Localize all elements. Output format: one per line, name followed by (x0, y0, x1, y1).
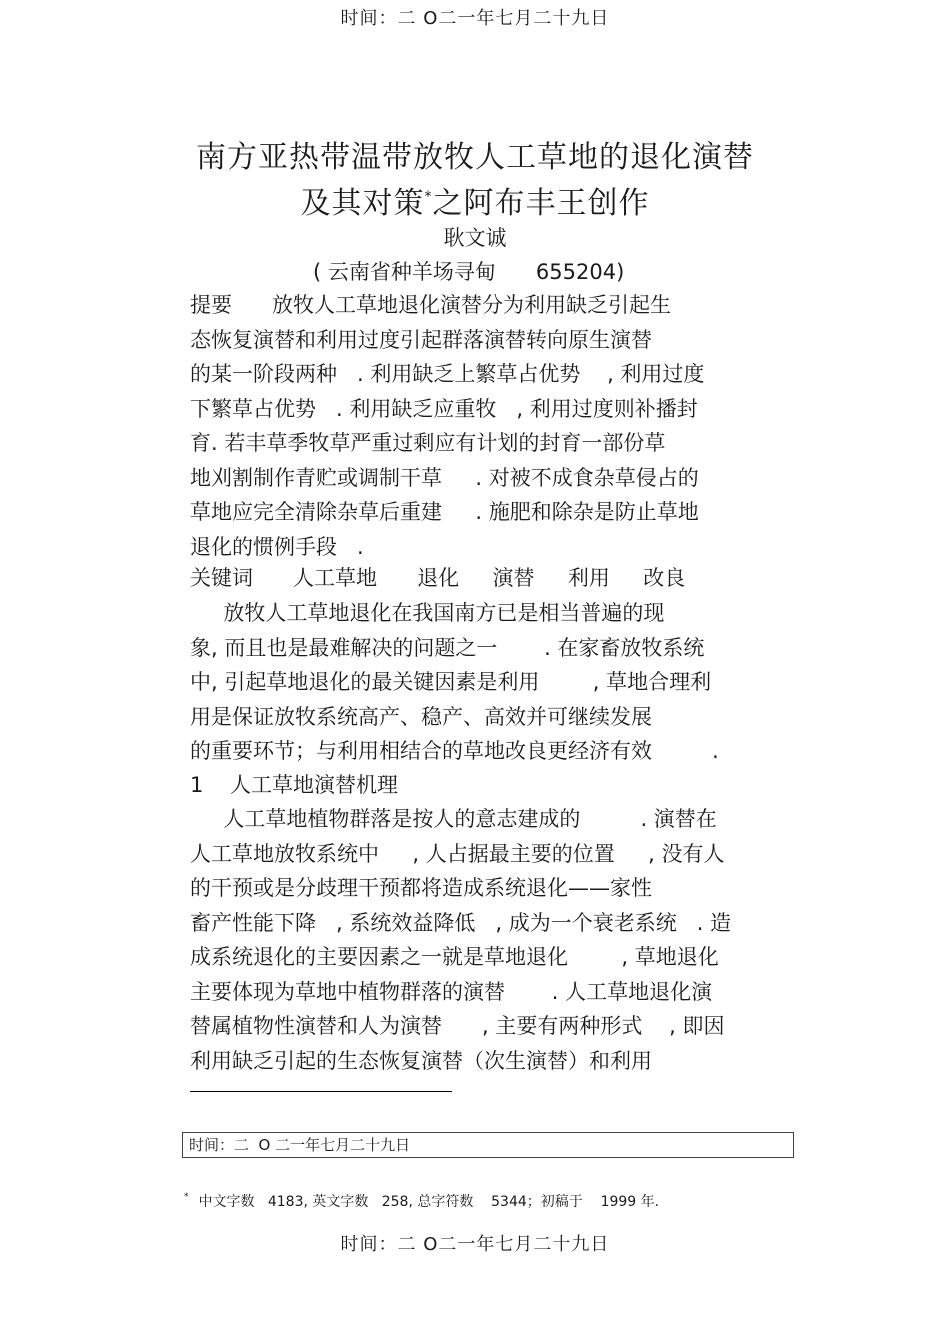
footnote-marker: * (424, 189, 433, 205)
abstract (190, 288, 790, 564)
abstract-line: 育. 若丰草季牧草严重过剩应有计划的封育一部份草 (190, 431, 666, 455)
header-date: 时间：二 O二一年七月二十九日 (340, 8, 610, 29)
title-line-2-suffix: 之阿布丰王创作 (432, 186, 650, 221)
footnote (184, 1191, 659, 1211)
footnote-text: 中文字数 4183, 英文字数 258, 总字符数 5344；初稿于 1999 年. (198, 1194, 660, 1210)
footnote-mark: * (184, 1192, 189, 1202)
title-line-1: 南方亚热带温带放牧人工草地的退化演替 (196, 140, 754, 175)
keywords-line: 关键词 人工草地 退化 演替 利用 改良 (190, 566, 686, 590)
section-1-line: 替属植物性演替和人为演替 , 主要有两种形式 , 即因 (190, 1014, 725, 1038)
section-1-line: 成系统退化的主要因素之一就是草地退化 , 草地退化 (190, 945, 719, 969)
date-box: 时间：二 O 二一年七月二十九日 (182, 1132, 794, 1158)
intro-line: 放牧人工草地退化在我国南方已是相当普遍的现 (190, 601, 665, 625)
abstract-line: 退化的惯例手段 . (190, 534, 364, 559)
section-1-line: 利用缺乏引起的生态恢复演替（次生演替）和利用 (190, 1048, 652, 1073)
abstract-line: 地刈割制作青贮或调制干草 . 对被不成食杂草侵占的 (190, 465, 699, 490)
abstract-line: 草地应完全清除杂草后重建 . 施肥和除杂是防止草地 (190, 500, 699, 524)
intro-line: 象, 而且也是最难解决的问题之一 . 在家畜放牧系统 (190, 635, 705, 660)
intro-line: 用是保证放牧系统高产、稳产、高效并可继续发展 (190, 704, 652, 729)
section-1-line: 畜产性能下降 , 系统效益降低 , 成为一个衰老系统 . 造 (190, 910, 732, 935)
section-1-heading (190, 768, 790, 803)
intro-paragraph (190, 596, 790, 769)
abstract-line: 下繁草占优势 . 利用缺乏应重牧 , 利用过度则补播封 (190, 396, 698, 421)
author: 耿文诚 (443, 226, 507, 250)
intro-line: 中, 引起草地退化的最关键因素是利用 , 草地合理利 (190, 670, 712, 694)
section-1-line: 人工草地放牧系统中 , 人占据最主要的位置 , 没有人 (190, 841, 725, 866)
abstract-line: 提要 放牧人工草地退化演替分为利用缺乏引起生 (190, 293, 672, 317)
keywords (190, 561, 790, 596)
intro-line: 的重要环节；与利用相结合的草地改良更经济有效 . (190, 739, 719, 763)
abstract-line: 态恢复演替和利用过度引起群落演替转向原生演替 (190, 327, 652, 352)
title-line-2-main: 及其对策 (300, 186, 425, 221)
abstract-line: 的某一阶段两种 . 利用缺乏上繁草占优势 , 利用过度 (190, 362, 705, 386)
affiliation: ( 云南省种羊场寻甸 655204) (313, 260, 625, 284)
section-heading: 1 人工草地演替机理 (190, 773, 399, 797)
title-line-2 (0, 172, 950, 229)
section-1-line: 人工草地植物群落是按人的意志建成的 . 演替在 (190, 807, 717, 831)
section-1-line: 主要体现为草地中植物群落的演替 . 人工草地退化演 (190, 979, 713, 1004)
footer-date: 时间：二 O二一年七月二十九日 (340, 1234, 610, 1255)
footnote-divider (190, 1091, 452, 1092)
section-1-paragraph (190, 802, 790, 1078)
section-1-line: 的干预或是分歧理干预都将造成系统退化——家性 (190, 876, 652, 900)
